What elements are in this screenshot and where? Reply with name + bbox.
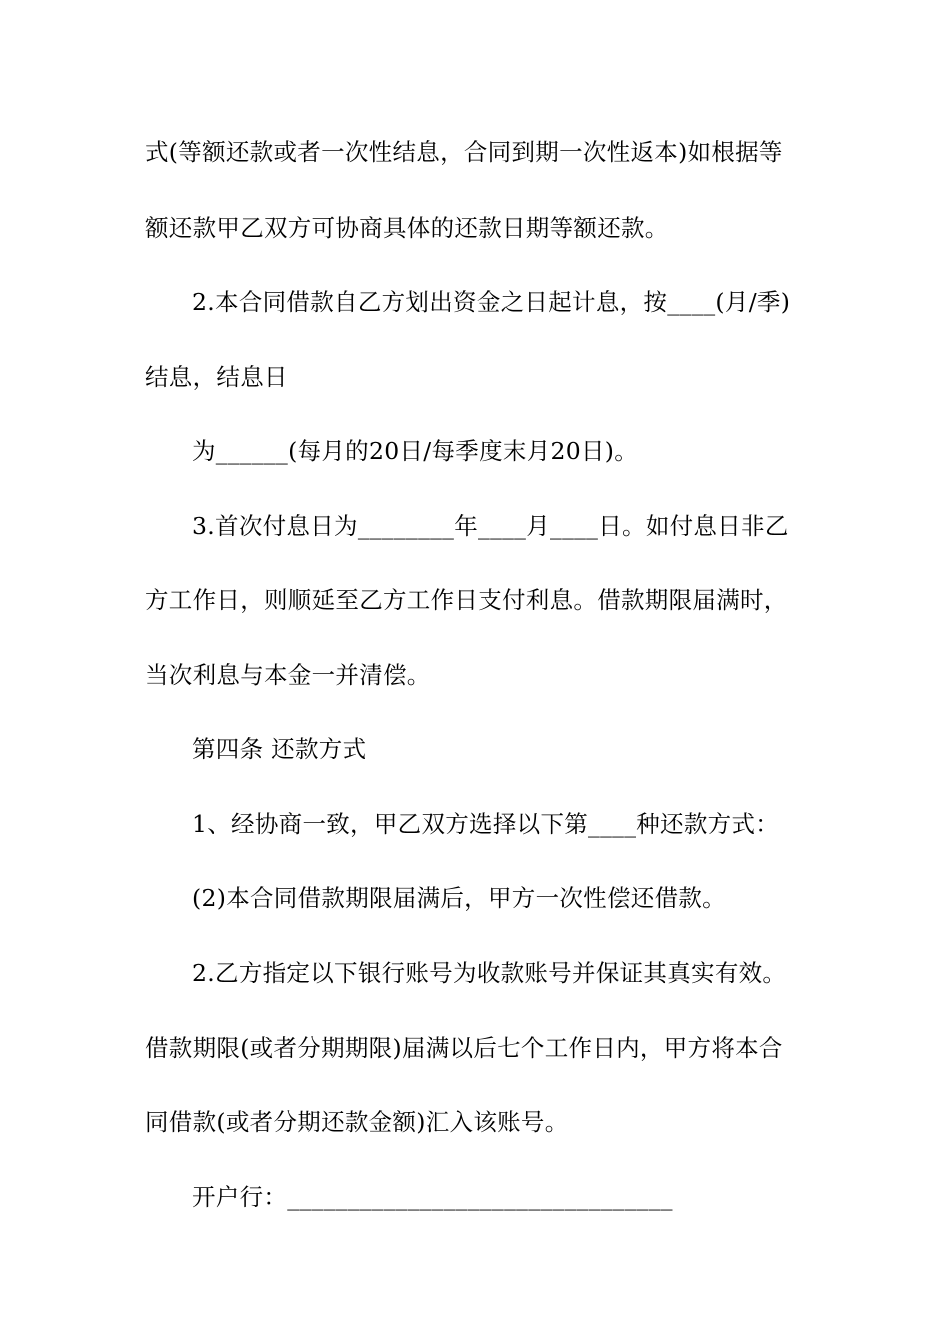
text-line-10: 1、经协商一致，甲乙双方选择以下第____种还款方式： (192, 810, 780, 838)
text-line-5: 为______(每月的20日/每季度末月20日)。 (192, 437, 639, 465)
bank-field-line: 开户行：________________________________ (192, 1183, 673, 1211)
section-heading: 第四条 还款方式 (192, 735, 367, 763)
text-line-6: 3.首次付息日为________年____月____日。如付息日非乙 (192, 512, 789, 540)
text-line-12: 2.乙方指定以下银行账号为收款账号并保证其真实有效。 (192, 959, 787, 987)
text-line-4: 结息，结息日 (145, 363, 288, 391)
text-line-13: 借款期限(或者分期期限)届满以后七个工作日内，甲方将本合 (145, 1034, 783, 1062)
text-line-1: 式(等额还款或者一次性结息，合同到期一次性返本)如根据等 (145, 138, 783, 166)
text-line-3: 2.本合同借款自乙方划出资金之日起计息，按____(月/季) (192, 288, 791, 316)
text-line-14: 同借款(或者分期还款金额)汇入该账号。 (145, 1108, 569, 1136)
text-line-11: (2)本合同借款期限届满后，甲方一次性偿还借款。 (192, 884, 726, 912)
text-line-7: 方工作日，则顺延至乙方工作日支付利息。借款期限届满时， (145, 586, 788, 614)
text-line-2: 额还款甲乙双方可协商具体的还款日期等额还款。 (145, 214, 669, 242)
text-line-8: 当次利息与本金一并清偿。 (145, 661, 431, 689)
